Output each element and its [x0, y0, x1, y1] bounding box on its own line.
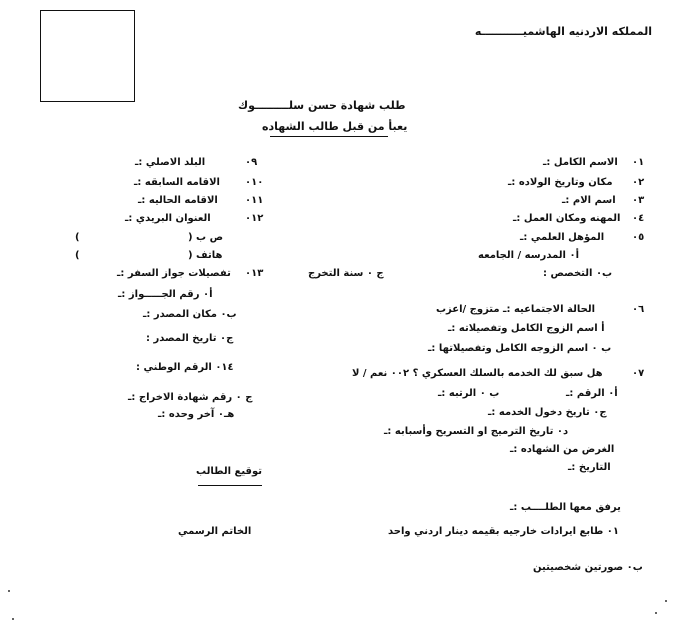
- student-signature-label: توقيع الطالب: [196, 466, 262, 477]
- discharge-date-label: د٠ تاريخ الترميج او التسريح وأسبابه :ـ: [384, 426, 569, 437]
- attachment-photos-item: ب٠ صورتين شخصيتين: [533, 562, 643, 573]
- rank-label: ب ٠ الرتبه :ـ: [438, 388, 500, 399]
- school-university-label: أ٠ المدرسه / الجامعه: [478, 250, 580, 261]
- previous-residence-label: الاقامه السابقه :ـ: [134, 177, 220, 188]
- full-name-label: الاسم الكامل :ـ: [543, 157, 618, 168]
- pobox-close-paren: ): [75, 232, 80, 243]
- field-num-03: ٠٣: [632, 195, 645, 206]
- field-num-06: ٠٦: [632, 304, 645, 315]
- phone-close-paren: ): [75, 250, 80, 261]
- national-number-label: ٠١٤ الرقم الوطني :: [136, 362, 234, 373]
- current-residence-label: الاقامه الحاليه :ـ: [138, 195, 218, 206]
- field-num-09: ٠٩: [245, 157, 258, 168]
- service-number-label: أ٠ الرقم :ـ: [566, 388, 618, 399]
- attachment-stamp-item: ٠١ طابع ايرادات خارجيه بقيمه دينار اردني واحد: [388, 526, 619, 537]
- certificate-purpose-label: الغرض من الشهاده :ـ: [510, 444, 615, 455]
- phone-label: هاتف (: [188, 250, 223, 261]
- pobox-label: ص ب (: [188, 232, 224, 243]
- military-service-label: هل سبق لك الخدمه بالسلك العسكري ؟ ٠٠٢ نعم / لا: [352, 368, 603, 379]
- origin-country-label: البلد الاصلي :ـ: [135, 157, 206, 168]
- birth-place-date-label: مكان وتاريخ الولاده :ـ: [508, 177, 613, 188]
- attachments-header: يرفق معها الطلــــب :ـ: [510, 502, 621, 513]
- scan-speck: [665, 600, 667, 602]
- specialization-label: ب٠ التخصص :: [543, 268, 613, 279]
- form-subtitle: يعبأ من قبل طالب الشهاده: [262, 120, 408, 133]
- signature-underline: [198, 485, 262, 486]
- passport-issue-place-label: ب٠ مكان المصدر :ـ: [143, 309, 237, 320]
- form-title: طلب شهادة حسن سلـــــــــوك: [238, 99, 406, 112]
- last-unit-label: هـ٠ آخر وحده :ـ: [158, 409, 235, 420]
- field-num-11: ٠١١: [245, 195, 264, 206]
- graduation-year-label: ج ٠ سنة التخرج: [308, 268, 384, 279]
- scan-speck: [8, 590, 10, 592]
- subtitle-underline: [270, 136, 388, 137]
- husband-name-label: أ اسم الزوج الكامل وتفصيلاته :ـ: [448, 323, 605, 334]
- field-num-13: ٠١٣: [245, 268, 264, 279]
- passport-issue-date-label: ج٠ تاريخ المصدر :: [146, 333, 234, 344]
- field-num-04: ٠٤: [632, 213, 645, 224]
- passport-details-label: تفصيلات جواز السفر :ـ: [117, 268, 231, 279]
- official-stamp-label: الخاتم الرسمي: [178, 526, 252, 537]
- service-start-date-label: ج٠ تاريخ دخول الخدمه :ـ: [488, 407, 607, 418]
- exit-certificate-label: ج ٠ رقم شهادة الاخراج :ـ: [128, 392, 253, 403]
- field-num-01: ٠١: [632, 157, 645, 168]
- qualification-label: المؤهل العلمي :ـ: [520, 232, 605, 243]
- passport-number-label: أ٠ رقم الجـــــواز :ـ: [118, 289, 213, 300]
- mother-name-label: اسم الام :ـ: [562, 195, 616, 206]
- scan-speck: [12, 618, 14, 620]
- field-num-12: ٠١٢: [245, 213, 264, 224]
- date-label: التاريخ :ـ: [568, 462, 611, 473]
- kingdom-header: المملكه الاردنيه الهاشميـــــــــــه: [474, 25, 652, 38]
- field-num-05: ٠٥: [632, 232, 645, 243]
- wife-name-label: ب ٠ اسم الزوجه الكامل وتفصيلاتها :ـ: [428, 343, 612, 354]
- marital-status-label: الحالة الاجتماعيه :ـ متزوج /اعزب: [436, 304, 596, 315]
- field-num-07: ٠٧: [632, 368, 645, 379]
- scan-speck: [655, 612, 657, 614]
- postal-address-label: العنوان البريدي :ـ: [125, 213, 211, 224]
- field-num-10: ٠١٠: [245, 177, 264, 188]
- photo-box: [40, 10, 135, 102]
- field-num-02: ٠٢: [632, 177, 645, 188]
- occupation-label: المهنه ومكان العمل :ـ: [513, 213, 621, 224]
